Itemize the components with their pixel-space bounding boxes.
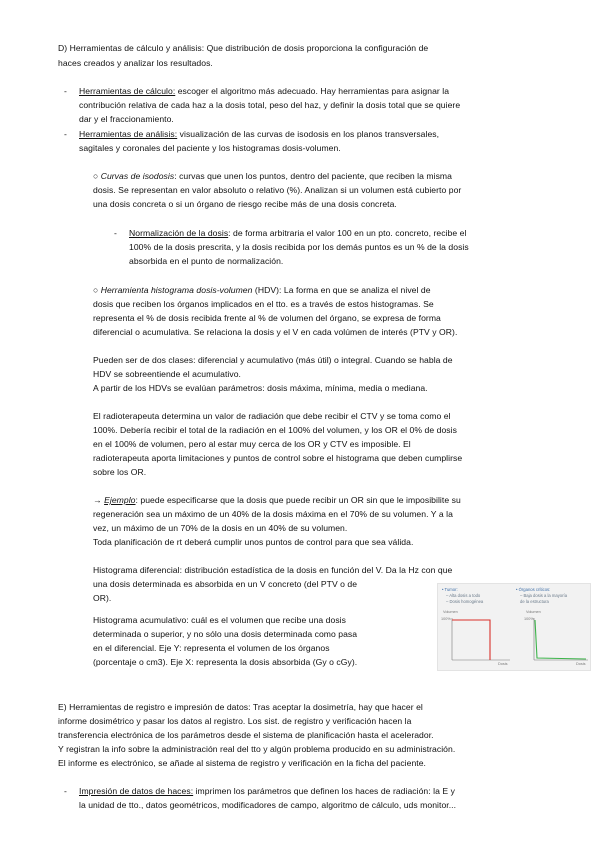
section-e-text1: E) Herramientas de registro e impresión de datos: Tras aceptar la dosimetría, hay que hacer el — [58, 702, 423, 712]
tick-100-left: 100% — [441, 617, 451, 621]
hdv-text2: dosis que reciben los órganos implicados en el tto. es a través de estos histogramas. Se — [93, 299, 434, 309]
radio-text4: radioterapeuta aporta limitaciones y puntos de control sobre el histograma que deben cumplirse — [93, 453, 463, 463]
radio-line2 — [93, 423, 541, 437]
normalization-line1 — [129, 226, 541, 240]
differential-text3: OR). — [93, 593, 112, 603]
differential-text2: una dosis determinada es absorbida en un V concreto (del PTV o de — [93, 579, 358, 589]
example-line1 — [93, 493, 541, 507]
analysis-tools-text2: sagitales y coronales del paciente y los histogramas dosis-volumen. — [79, 143, 341, 153]
calc-tools-line2 — [79, 98, 541, 112]
analysis-tools-text: visualización de las curvas de isodosis en los planos transversales, — [177, 129, 440, 139]
hdv-text3: representa el % de dosis recibida frente al % de volumen del órgano, se expresa de forma — [93, 313, 441, 323]
section-d-heading-line1: D) Herramientas de cálculo y análisis: Que distribución de dosis proporciona la configuración de — [58, 43, 429, 53]
isodose-text: : curvas que unen los puntos, dentro del paciente, que reciben la misma — [174, 171, 452, 181]
cumulative-line4 — [93, 655, 429, 669]
example-line4 — [93, 535, 541, 549]
circle-bullet-icon: ○ — [93, 171, 101, 181]
calc-tools-text2: contribución relativa de cada haz a la dosis total, peso del haz, y definir la dosis total que se quiere — [79, 100, 461, 110]
legend-organ: • Órganos críticos: — [516, 587, 551, 592]
cumulative-line2 — [93, 627, 429, 641]
classes-line1 — [93, 353, 541, 367]
radio-text1: El radioterapeuta determina un valor de radiación que debe recibir el CTV y se toma como el — [93, 411, 451, 421]
example-text4: Toda planificación de rt deberá cumplir unos puntos de control para que sea válida. — [93, 537, 414, 547]
section-e-text3: transferencia electrónica de los parámetros desde el sistema de planificación hasta el acelerador. — [58, 730, 434, 740]
example-line2 — [93, 507, 541, 521]
isodose-label: Curvas de isodosis — [100, 171, 175, 181]
section-e-text5: El informe es electrónico, se añade al sistema de registro y verificación en la ficha del paciente. — [58, 758, 426, 768]
section-d-heading-line2 — [58, 56, 541, 70]
organ-curve — [535, 620, 586, 659]
tumor-curve — [452, 620, 490, 660]
print-beams-text2: la unidad de tto., datos geométricos, modificadores de campo, algoritmo de cálculo, uds monitor... — [79, 800, 457, 810]
classes-text2: HDV se sobreentiende el acumulativo. — [93, 369, 241, 379]
section-e-text4: Y registran la info sobre la administración real del tto y algún problema producido en su administración. — [58, 744, 456, 754]
normalization-text3: absorbida en el punto de normalización. — [129, 256, 284, 266]
isodose-text2: dosis. Se representan en valor absoluto o relativo (%). Analizan si un volumen está cubierto por — [93, 185, 462, 195]
bullet-dash: - — [64, 129, 67, 139]
normalization-line2 — [129, 240, 541, 254]
calc-tools-line3 — [79, 112, 541, 126]
radio-line3 — [93, 437, 541, 451]
hdv-text4: diferencial o acumulativa. Se relaciona la dosis y el V en cada volúmen de interés (PTV y OR). — [93, 327, 458, 337]
section-d-heading — [58, 41, 541, 55]
print-beams-line2 — [79, 798, 541, 812]
bullet-dash: - — [64, 86, 67, 96]
example-line3 — [93, 521, 541, 535]
legend-organ-a: – Baja dosis a la mayoría — [520, 593, 568, 598]
isodose-line2 — [93, 183, 541, 197]
legend-tumor-a: – Alta dosis a todo — [446, 593, 481, 598]
classes-line3 — [93, 381, 541, 395]
arrow-right-icon: → — [93, 495, 105, 505]
hdv-line4 — [93, 325, 541, 339]
radio-line1 — [93, 409, 541, 423]
radio-text5: sobre los OR. — [93, 467, 147, 477]
tick-100-right: 100% — [524, 617, 534, 621]
example-text2: regeneración sea un máximo de un 40% de la dosis máxima en el 70% de su volumen. Y a la — [93, 509, 453, 519]
bullet-dash: - — [114, 228, 117, 238]
dvh-figure — [437, 583, 591, 671]
cumulative-text1: Histograma acumulativo: cuál es el volumen que recibe una dosis — [93, 615, 346, 625]
cumulative-line1 — [93, 613, 429, 627]
radio-line4 — [93, 451, 541, 465]
analysis-tools-line1 — [79, 127, 541, 141]
section-e-line5 — [58, 756, 541, 770]
cumulative-line3 — [93, 641, 429, 655]
normalization-text: : de forma arbitraria el valor 100 en un pto. concreto, recibe el — [228, 228, 467, 238]
axis-label-volume-right: Volumen — [526, 610, 541, 614]
classes-text3: A partir de los HDVs se evalúan parámetros: dosis máxima, mínima, media o mediana. — [93, 383, 428, 393]
isodose-line1 — [93, 169, 541, 183]
axis-label-dose-right: Dosis — [576, 662, 586, 666]
section-e-line4 — [58, 742, 541, 756]
example-text3: vez, un máximo de un 70% de la dosis en un 40% de su volumen. — [93, 523, 348, 533]
section-e-line2 — [58, 714, 541, 728]
calc-tools-text: escoger el algoritmo más adecuado. Hay herramientas para asignar la — [175, 86, 450, 96]
differential-line2 — [93, 577, 429, 591]
example-label: Ejemplo — [104, 495, 136, 505]
section-e-text2: informe dosimétrico y pasar los datos al registro. Los sist. de registro y verificación hacen la — [58, 716, 412, 726]
cumulative-text3: en el diferencial. Eje Y: representa el volumen de los órganos — [93, 643, 330, 653]
print-beams-line1 — [79, 784, 541, 798]
isodose-text3: una dosis concreta o si un órgano de riesgo recibe más de una dosis concreta. — [93, 199, 397, 209]
dvh-curves — [438, 584, 590, 670]
calc-tools-text3: dar y el fraccionamiento. — [79, 114, 174, 124]
print-beams-label: Impresión de datos de haces: — [79, 786, 194, 796]
legend-tumor-b: – Dosis homogénea — [446, 599, 484, 604]
calc-tools-label: Herramientas de cálculo: — [79, 86, 176, 96]
normalization-line3 — [129, 254, 541, 268]
legend-tumor: • Tumor: — [442, 587, 458, 592]
radio-text2: 100%. Debería recibir el total de la radiación en el 100% del volumen, y los OR el 0% de dosis — [93, 425, 457, 435]
circle-bullet-icon: ○ — [93, 285, 101, 295]
isodose-line3 — [93, 197, 541, 211]
classes-line2 — [93, 367, 541, 381]
cumulative-text2: determinada o superior, y no sólo una dosis determinada como pasa — [93, 629, 358, 639]
hdv-line3 — [93, 311, 541, 325]
hdv-line2 — [93, 297, 541, 311]
section-d-heading-text: haces creados y analizar los resultados. — [58, 58, 213, 68]
radio-text3: en el 100% de volumen, pero al estar muy cerca de los OR y CTV es imposible. El — [93, 439, 411, 449]
cumulative-text4: (porcentaje o cm3). Eje X: representa la dosis absorbida (Gy o cGy). — [93, 657, 358, 667]
hdv-text: (HDV): La forma en que se analiza el nivel de — [252, 285, 431, 295]
print-beams-text: imprimen los parámetros que definen los haces de radiación: la E y — [193, 786, 455, 796]
bullet-dash: - — [64, 786, 67, 796]
classes-text1: Pueden ser de dos clases: diferencial y acumulativo (más útil) o integral. Cuando se habla de — [93, 355, 453, 365]
calc-tools-line1 — [79, 84, 541, 98]
legend-organ-b: de la estructura — [520, 599, 549, 604]
hdv-label: Herramienta histograma dosis-volumen — [100, 285, 253, 295]
axis-label-dose-left: Dosis — [498, 662, 508, 666]
section-e-line1 — [58, 700, 541, 714]
differential-line1 — [93, 563, 541, 577]
section-e-line3 — [58, 728, 541, 742]
differential-line3 — [93, 591, 429, 605]
example-text: : puede especificarse que la dosis que puede recibir un OR sin que le imposibilite su — [135, 495, 461, 505]
axis-label-volume-left: Volumen — [443, 610, 458, 614]
hdv-line1 — [93, 283, 541, 297]
analysis-tools-label: Herramientas de análisis: — [79, 129, 178, 139]
radio-line5 — [93, 465, 541, 479]
analysis-tools-line2 — [79, 141, 541, 155]
normalization-text2: 100% de la dosis prescrita, y la dosis recibida por los demás puntos es un % de la dosis — [129, 242, 469, 252]
differential-text1: Histograma diferencial: distribución estadística de la dosis en función del V. Da la Hz con que — [93, 565, 453, 575]
normalization-label: Normalización de la dosis — [129, 228, 229, 238]
